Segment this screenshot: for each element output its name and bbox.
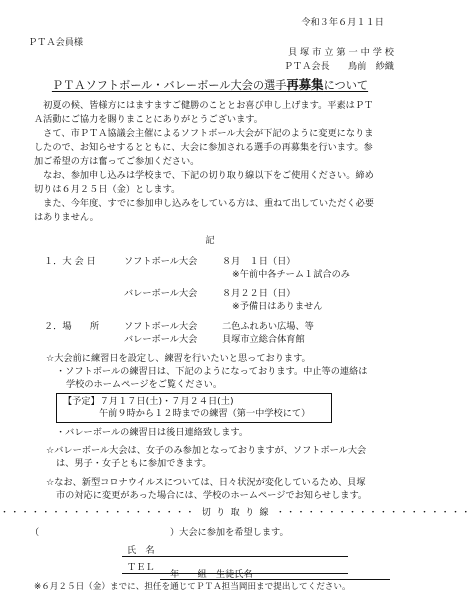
class-underline (160, 579, 390, 580)
practice-schedule-box (56, 393, 332, 423)
cut-line-dots: ・・・・・・・・・・・・・・・・・・・ (0, 508, 196, 518)
note-line: ☆バレーボール大会は、女子のみ参加となっておりますが、ソフトボール大会 (46, 445, 367, 456)
submission-note: ※６月２５日（金）までに、担任を通じてＰＴＡ担当岡田まで提出してください。 (34, 582, 351, 592)
title-suffix: について (323, 79, 369, 92)
volleyball-place: 貝塚市立総合体育館 (222, 334, 305, 345)
body-line: また、今年度、すでに参加申し込みをしている方は、重ねて出していただく必要 (34, 198, 374, 209)
practice-box-line: 【予定】７月１７日(土)・７月２４日(土) (63, 396, 234, 407)
cut-line (0, 508, 472, 518)
practice-softball-line: ・ソフトボールの練習日は、下記のようになっております。中止等の連絡は (56, 366, 368, 377)
cut-line-label: 切 り 取 り 線 (201, 508, 270, 518)
practice-box-line: 午前９時から１２時までの練習（第一中学校にて） (99, 408, 311, 420)
softball-event: ソフトボール大会 (124, 321, 198, 332)
issue-date: 令和３年６月１１日 (301, 17, 384, 28)
volleyball-note: ※予備日はありません (232, 301, 323, 312)
body-line: 切りは６月２５日（金）とします。 (34, 184, 181, 195)
volleyball-event: バレーボール大会 (124, 334, 198, 345)
softball-place: 二色ふれあい広場、等 (222, 321, 314, 332)
cut-line-dots: ・・・・・・・・・・・・・・・・・・・ (275, 508, 472, 518)
ki-heading: 記 (205, 235, 215, 246)
softball-event: ソフトボール大会 (124, 256, 198, 267)
body-line: したので、お知らせするとともに、大会に参加される選手の再募集を行います。参 (34, 142, 373, 153)
tournament-paren-open: （ (30, 527, 40, 538)
date-label: １．大 会 日 (44, 256, 96, 267)
note-line: は、男子・女子ともに参加できます。 (56, 458, 212, 469)
recipient: ＰＴＡ会員様 (28, 37, 84, 48)
title-emphasis: 再募集 (286, 77, 324, 92)
tel-label: ＴＥＬ (127, 562, 155, 573)
note-line: 市の対応に変更があった場合には、学校のホームページでお知らせします。 (56, 490, 368, 501)
body-line: なお、参加申し込みは学校まで、下記の切り取り線以下をご使用ください。締め (34, 170, 374, 181)
practice-softball-line: 学校のホームページをご覧ください。 (66, 379, 223, 390)
body-line: 初夏の候、皆様方にはますますご健勝のこととお喜び申し上げます。平素はＰＴ (34, 100, 374, 111)
name-label: 氏 名 (127, 545, 155, 556)
sender: ＰＴＡ会長 鳥前 紗織 (283, 61, 394, 72)
school-name: 貝 塚 市 立 第 一 中 学 校 (287, 47, 394, 58)
volleyball-event: バレーボール大会 (124, 288, 198, 299)
tournament-paren-close: ）大会に参加を希望します。 (170, 527, 289, 538)
body-line: はありません。 (34, 212, 99, 223)
note-line: ☆なお、新型コロナウイルスについては、日々状況が変化しているため、貝塚 (46, 477, 366, 488)
title-prefix: ＰＴＡソフトボール・バレーボール大会の選手 (51, 79, 287, 92)
practice-volleyball-note: ・バレーボールの練習日は後日連絡致します。 (56, 427, 249, 438)
body-line: Ａ活動にご協力を賜りまことにありがとうございます。 (34, 114, 263, 125)
name-underline (122, 556, 348, 557)
body-line: さて、市ＰＴＡ協議会主催によるソフトボール大会が下記のように変更になりま (34, 128, 374, 139)
page-title (0, 79, 420, 91)
place-label: ２．場 所 (44, 321, 100, 332)
practice-intro: ☆大会前に練習日を設定し、練習を行いたいと思っております。 (46, 353, 311, 364)
body-line: 加ご希望の方は奮ってご参加ください。 (34, 156, 200, 167)
softball-note: ※午前中各チーム１試合のみ (232, 269, 350, 280)
softball-date: ８月 １日（日） (222, 256, 296, 267)
class-name-label: 年 組 生徒氏名 (170, 569, 253, 580)
volleyball-date: ８月２２日（日） (222, 288, 296, 299)
